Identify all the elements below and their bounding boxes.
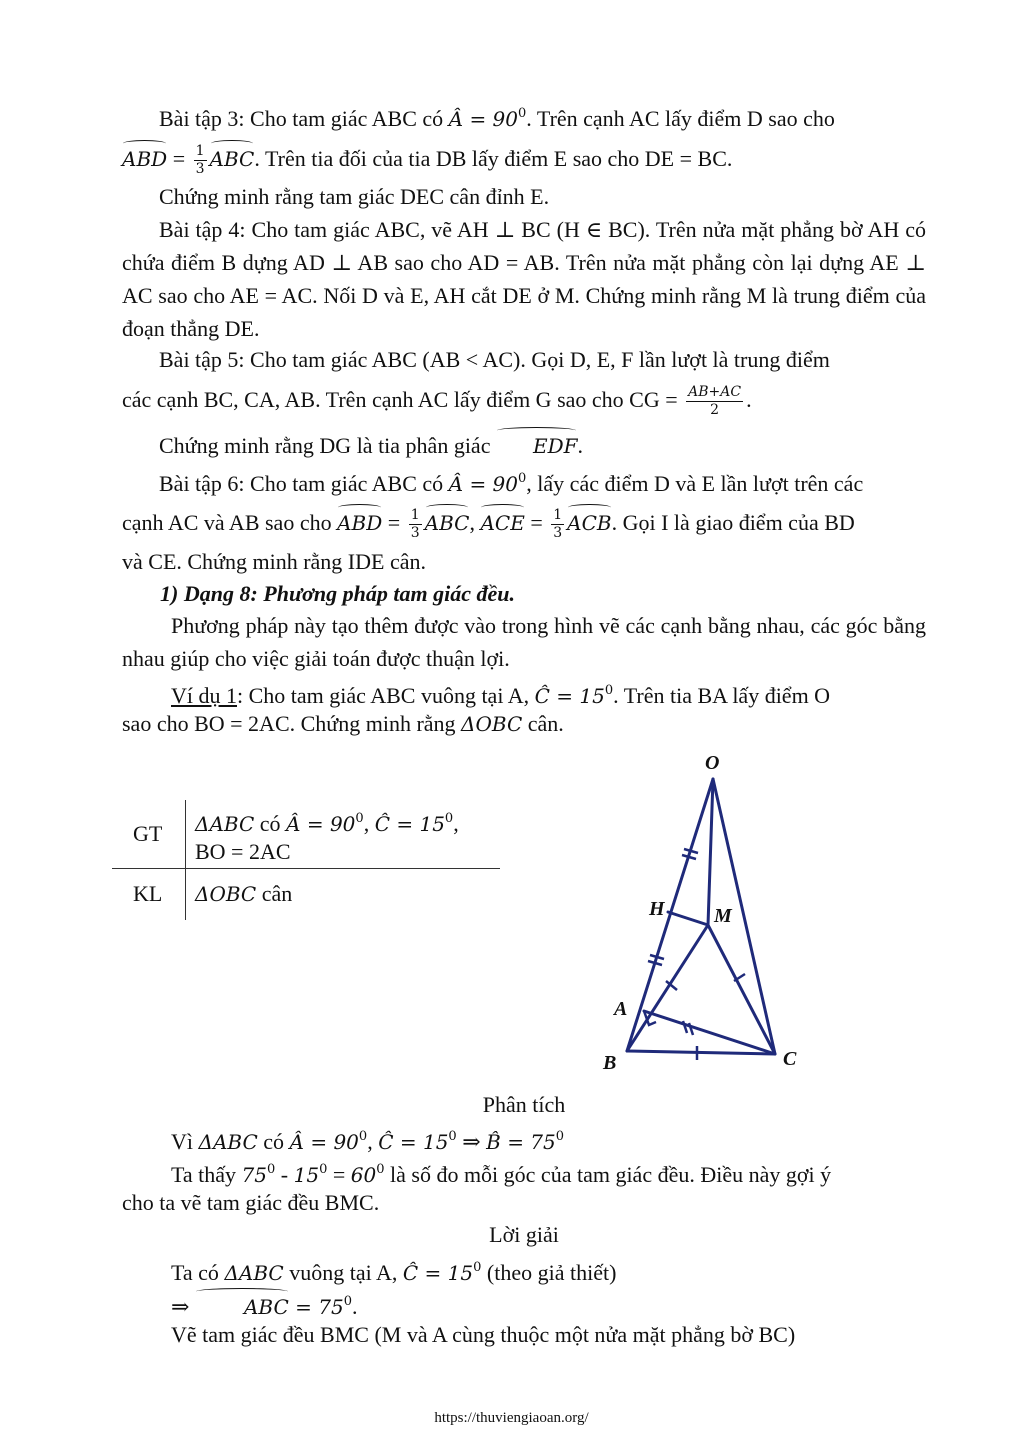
exercise-5-line1: Bài tập 5: Cho tam giác ABC (AB < AC). Gọi D, E, F lần lượt là trung điểm: [159, 347, 830, 372]
section-heading: 1) Dạng 8: Phương pháp tam giác đều.: [160, 581, 516, 606]
gt-label: GT: [133, 821, 163, 846]
segment-BO: [627, 779, 713, 1051]
example-1-line2: sao cho BO = 2AC. Chứng minh rằng ΔOBC cân.: [122, 711, 564, 736]
segment-HM: [668, 912, 708, 925]
exercise-3-line3: Chứng minh rằng tam giác DEC cân đỉnh E.: [159, 184, 550, 209]
fraction-ab-ac-over-2: $\frac{AB+AC}{2}$: [688, 384, 742, 419]
exercise-6-line3: và CE. Chứng minh rằng IDE cân.: [122, 549, 426, 574]
label-A: A: [614, 998, 628, 1020]
segment-OM: [708, 779, 713, 925]
label-B: B: [603, 1052, 617, 1074]
section-intro: Phương pháp này tạo thêm được vào trong hình vẽ các cạnh bằng nhau, các góc bằng nhau giúp cho việc giải toán được thuận lợi.: [122, 613, 926, 671]
solution-line1: Ta có ΔABC vuông tại A, Ĉ = $15^0$ (theo giả thiết): [171, 1260, 617, 1285]
analysis-line1: Vì ΔABC có Â = $90^0$, Ĉ = $15^0$ ⇒ B̂ = $75^0$: [171, 1129, 565, 1154]
exercise-3-line1: Bài tập 3: Cho tam giác ABC có Â = $90^0$. Trên cạnh AC lấy điểm D sao cho: [159, 106, 835, 131]
exercise-4: Bài tập 4: Cho tam giác ABC, vẽ AH ⊥ BC (H ∈ BC). Trên nửa mặt phẳng bờ AH có chứa điểm B dựng AD ⊥ AB sao cho AD = AB. Trên nửa mặt phẳng còn lại dựng AE ⊥ AC sao cho AE = AC. Nối D và E, AH cắt DE ở M. Chứng minh rằng M là trung điểm của đoạn thẳng DE.: [122, 217, 926, 341]
footer-url[interactable]: https://thuviengiaoan.org/: [434, 1410, 589, 1426]
label-O: O: [705, 752, 720, 774]
solution-title: Lời giải: [489, 1222, 559, 1247]
exercise-6-line1: Bài tập 6: Cho tam giác ABC có Â = $90^0$, lấy các điểm D và E lần lượt trên các: [159, 471, 864, 496]
label-M: M: [714, 905, 732, 927]
exercise-5-line2: các cạnh BC, CA, AB. Trên cạnh AC lấy điểm G sao cho CG = $\frac{AB+AC}{2}$ .: [122, 384, 752, 419]
table-divider-vertical: [185, 800, 186, 920]
exercise-3-line2: ABD = $\frac{1}{3}$ ABC. Trên tia đối của tia DB lấy điểm E sao cho DE = BC.: [122, 139, 926, 178]
segment-BC: [627, 1051, 775, 1054]
analysis-line2: Ta thấy $75^0 - 15^0 = 60^0$ là số đo mỗi góc của tam giác đều. Điều này gợi ý: [171, 1162, 832, 1187]
gt-line2: BO = 2AC: [195, 839, 291, 864]
example-1-line1: Ví dụ 1: Cho tam giác ABC vuông tại A, Ĉ = $15^0$. Trên tia BA lấy điểm O: [171, 683, 831, 708]
kl-text: ΔOBC cân: [195, 881, 293, 906]
exercise-5-line3: Chứng minh rằng DG là tia phân giác EDF.: [122, 426, 926, 463]
analysis-line3: cho ta vẽ tam giác đều BMC.: [122, 1190, 380, 1215]
kl-label: KL: [133, 881, 163, 906]
label-H: H: [649, 898, 665, 920]
geometry-diagram: [590, 745, 820, 1080]
label-C: C: [783, 1048, 797, 1070]
solution-line2: ⇒ ABC = $75^0$.: [122, 1285, 926, 1324]
gt-kl-table: [112, 800, 500, 920]
analysis-title: Phân tích: [482, 1092, 566, 1117]
segment-BM: [627, 925, 708, 1051]
exercise-6-line2: cạnh AC và AB sao cho ABD = $\frac{1}{3}$ ABC, ACE = $\frac{1}{3}$ ACB. Gọi I là giao điểm của BD: [122, 503, 926, 542]
table-divider-horizontal: [112, 868, 500, 869]
solution-line3: Vẽ tam giác đều BMC (M và A cùng thuộc một nửa mặt phẳng bờ BC): [171, 1322, 796, 1347]
fraction-one-third: $\frac{1}{3}$: [195, 143, 205, 178]
gt-line1: ΔABC có Â = $90^0$, Ĉ = $15^0$,: [195, 811, 459, 836]
